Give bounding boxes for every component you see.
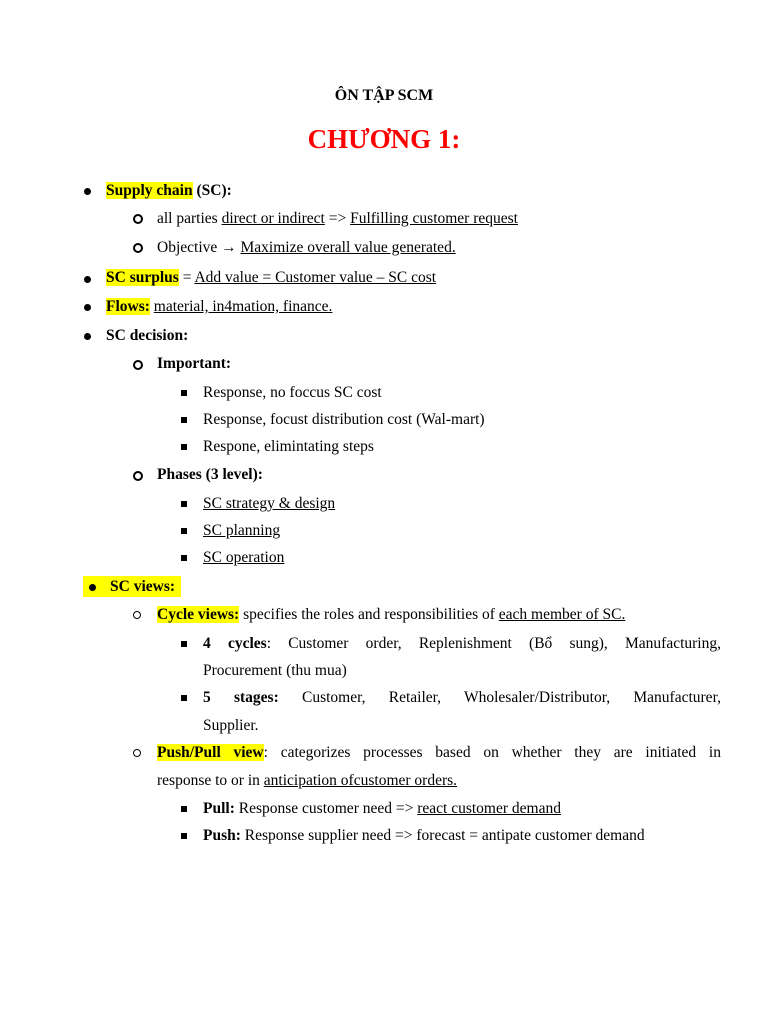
term-supply-chain: Supply chain [106, 182, 193, 199]
item-phases: Phases (3 level): [157, 466, 263, 483]
item-text: response to or in [157, 772, 264, 789]
item-objective [157, 238, 456, 258]
bullet-circle-icon [133, 360, 143, 370]
item-text: Response customer need => [234, 800, 418, 817]
arrow-right-icon: → [221, 239, 237, 256]
term-4-cycles: 4 cycles [203, 635, 267, 652]
bullet-dot-icon [84, 304, 91, 311]
bullet-circle-icon [133, 471, 143, 481]
bullet-square-icon [181, 390, 187, 396]
item-text: anticipation ofcustomer orders. [263, 772, 458, 789]
item-phase-3: SC operation [203, 549, 285, 566]
term-surplus: SC surplus [106, 269, 179, 286]
item-surplus [106, 268, 436, 288]
item-text: (SC): [192, 182, 232, 199]
bullet-dot-icon [84, 188, 91, 195]
item-phase-1: SC strategy & design [203, 495, 336, 512]
item-parties [157, 209, 518, 229]
item-text: : Customer order, Replenishment (Bổ sung), Manufacturing, [266, 635, 721, 652]
item-text: Maximize overall value generated. [240, 239, 456, 256]
bullet-dot-icon [84, 333, 91, 340]
term-flows: Flows: [106, 298, 150, 315]
item-text: Response supplier need => forecast = antipate customer demand [240, 827, 645, 844]
item-text: => [324, 210, 351, 227]
bullet-square-icon [181, 555, 187, 561]
bullet-circle-icon [133, 749, 141, 757]
item-phase-2: SC planning [203, 522, 281, 539]
item-text: : categorizes processes based on whether they are initiated in [263, 744, 721, 761]
item-text: specifies the roles and responsibilities of [239, 606, 499, 623]
item-important-3: Respone, elimintating steps [203, 438, 374, 455]
item-flows [106, 297, 332, 317]
item-views: SC views: [110, 578, 176, 595]
item-decision: SC decision: [106, 327, 189, 344]
bullet-square-icon [181, 641, 187, 647]
item-text: Objective [157, 239, 222, 256]
item-4-cycles-line2: Procurement (thu mua) [203, 662, 347, 679]
item-5-stages-line2: Supplier. [203, 717, 259, 734]
item-text: each member of SC. [498, 606, 626, 623]
item-text: Fulfilling customer request [350, 210, 518, 227]
document-subtitle: ÔN TẬP SCM [334, 87, 434, 104]
item-important: Important: [157, 355, 232, 372]
item-text: material, in4mation, finance. [153, 298, 333, 315]
item-important-1: Response, no foccus SC cost [203, 384, 382, 401]
chapter-heading: CHƯƠNG 1: [307, 124, 461, 154]
term-push: Push: [203, 827, 241, 844]
bullet-circle-icon [133, 214, 143, 224]
item-push [203, 826, 645, 846]
bullet-circle-icon [133, 611, 141, 619]
item-text: react customer demand [417, 800, 561, 817]
item-important-2: Response, focust distribution cost (Wal-mart) [203, 411, 485, 428]
term-push-pull: Push/Pull view [157, 744, 264, 761]
bullet-square-icon [181, 833, 187, 839]
bullet-square-icon [181, 417, 187, 423]
bullet-square-icon [181, 444, 187, 450]
item-text: Customer, Retailer, Wholesaler/Distributor, Manufacturer, [278, 689, 721, 706]
bullet-square-icon [181, 528, 187, 534]
item-push-pull-line2 [157, 771, 457, 791]
term-cycle: Cycle views: [157, 606, 240, 623]
item-text: = [178, 269, 195, 286]
bullet-square-icon [181, 501, 187, 507]
item-pull [203, 799, 561, 819]
item-4-cycles-line1 [203, 634, 721, 654]
bullet-dot-icon [89, 584, 96, 591]
item-text: Add value = Customer value – SC cost [194, 269, 437, 286]
term-pull: Pull: [203, 800, 235, 817]
item-supply-chain [106, 181, 232, 201]
item-push-pull-line1 [157, 743, 721, 763]
item-cycle-views [157, 605, 625, 625]
bullet-dot-icon [84, 276, 91, 283]
bullet-square-icon [181, 806, 187, 812]
item-5-stages-line1 [203, 688, 721, 708]
bullet-square-icon [181, 695, 187, 701]
bullet-circle-icon [133, 243, 143, 253]
item-text: all parties [157, 210, 222, 227]
item-text: direct or indirect [221, 210, 325, 227]
term-5-stages: 5 stages: [203, 689, 279, 706]
